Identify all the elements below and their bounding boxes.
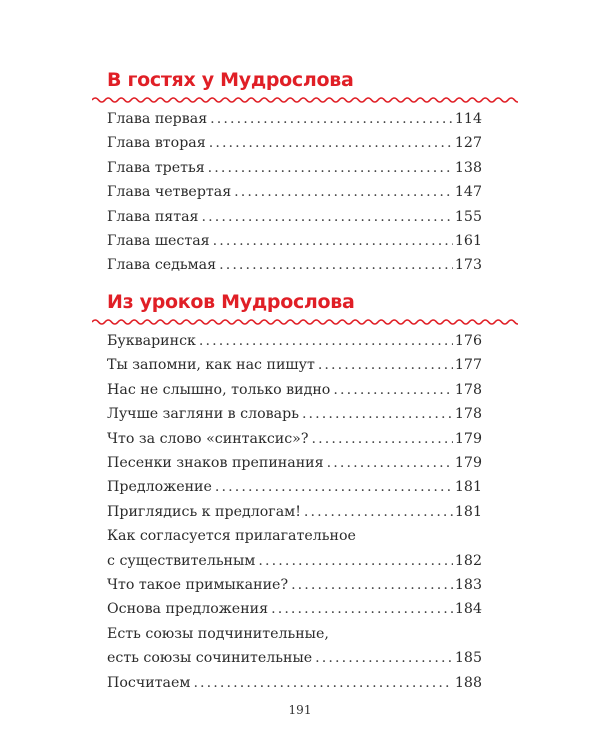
- toc-entry[interactable]: [107, 229, 482, 253]
- toc-entry-page: 176: [454, 333, 482, 349]
- toc-entry-title: Глава четвертая: [107, 184, 232, 201]
- toc-entry-title: Глава первая: [107, 111, 208, 127]
- toc-entry-page: 179: [454, 455, 482, 472]
- toc-entry[interactable]: [107, 646, 482, 670]
- wavy-divider: [92, 95, 518, 105]
- toc-entry-page: 178: [454, 381, 482, 398]
- dot-leader: [327, 451, 453, 475]
- toc-entry[interactable]: [107, 131, 482, 155]
- toc-entry-title: Посчитаем: [107, 674, 191, 691]
- toc-entry[interactable]: [107, 573, 482, 597]
- toc-entry-title: есть союзы сочинительные: [107, 650, 313, 667]
- toc-entry-page: 177: [454, 357, 482, 374]
- dot-leader: [234, 180, 453, 204]
- toc-entry-title: Лучше загляни в словарь: [107, 406, 299, 423]
- dot-leader: [258, 549, 453, 573]
- toc-list: [107, 107, 482, 278]
- toc-entry-page: 185: [454, 650, 482, 667]
- toc-entry-page: 184: [454, 601, 482, 618]
- toc-entry-page: 181: [454, 479, 482, 496]
- toc-entry-title: Что за слово «синтаксис»?: [107, 430, 309, 447]
- toc-entry-page: 178: [454, 406, 482, 423]
- toc-section-v-gostyah: [92, 66, 522, 278]
- toc-entry[interactable]: [107, 549, 482, 573]
- toc-entry[interactable]: [107, 451, 482, 475]
- toc-entry-title: с существительным: [107, 552, 256, 569]
- dot-leader: [304, 500, 453, 524]
- dot-leader: [311, 427, 452, 451]
- dot-leader: [291, 573, 453, 597]
- toc-entry-title: Глава третья: [107, 159, 205, 176]
- toc-entry[interactable]: [107, 402, 482, 426]
- toc-entry-page: 147: [454, 184, 482, 201]
- toc-entry[interactable]: [107, 500, 482, 524]
- dot-leader: [315, 646, 453, 670]
- toc-entry-title: Букваринск: [107, 333, 196, 349]
- toc-entry-title: Основа предложения: [107, 601, 269, 618]
- toc-entry-title: Глава шестая: [107, 233, 210, 250]
- toc-entry[interactable]: [107, 329, 482, 353]
- toc-entry-title: Предложение: [107, 479, 212, 496]
- toc-entry-page: 127: [454, 135, 482, 152]
- toc-entry-title: Глава седьмая: [107, 257, 217, 274]
- toc-entry-title: Глава вторая: [107, 135, 206, 152]
- section-heading: Из уроков Мудрослова: [107, 291, 355, 313]
- toc-entry-page: 155: [454, 208, 482, 225]
- toc-entry-title: Нас не слышно, только видно: [107, 381, 331, 398]
- toc-entry[interactable]: [107, 353, 482, 377]
- toc-entry[interactable]: [107, 253, 482, 277]
- toc-entry-page: 173: [454, 257, 482, 274]
- toc-entry-page: 179: [454, 430, 482, 447]
- dot-leader: [202, 205, 453, 229]
- toc-entry-page: 181: [454, 503, 482, 520]
- toc-entry-page: 138: [454, 159, 482, 176]
- toc-entry-title: Приглядись к предлогам!: [107, 503, 301, 520]
- toc-entry[interactable]: [107, 378, 482, 402]
- toc-entry-page: 183: [454, 577, 482, 594]
- wavy-divider: [92, 317, 518, 327]
- toc-entry-title: Песенки знаков препинания: [107, 455, 324, 472]
- toc-entry[interactable]: [107, 597, 482, 621]
- toc-entry[interactable]: [107, 107, 482, 131]
- dot-leader: [318, 353, 453, 377]
- dot-leader: [199, 329, 453, 353]
- dot-leader: [213, 229, 453, 253]
- toc-entry-title: Глава пятая: [107, 208, 199, 225]
- dot-leader: [219, 253, 453, 277]
- toc-entry[interactable]: [107, 427, 482, 451]
- toc-list: [107, 329, 482, 695]
- toc-entry[interactable]: [107, 205, 482, 229]
- toc-entry-title-line1: Как согласуется прилагательное: [107, 528, 356, 545]
- dot-leader: [210, 107, 453, 131]
- toc-section-iz-urokov: [92, 288, 522, 695]
- dot-leader: [208, 156, 453, 180]
- toc-entry-page: 182: [454, 552, 482, 569]
- page-number: 191: [288, 703, 312, 717]
- dot-leader: [193, 671, 452, 695]
- toc-entry-page: 188: [454, 674, 482, 691]
- toc-entry-page: 161: [454, 233, 482, 250]
- toc-entry[interactable]: [107, 475, 482, 499]
- toc-entry[interactable]: [107, 671, 482, 695]
- dot-leader: [215, 475, 453, 499]
- toc-entry-title-line1: Есть союзы подчинительные,: [107, 625, 329, 642]
- dot-leader: [333, 378, 453, 402]
- toc-entry[interactable]: [107, 180, 482, 204]
- toc-entry-title: Ты запомни, как нас пишут: [107, 357, 315, 374]
- section-heading: В гостях у Мудрослова: [107, 69, 354, 91]
- dot-leader: [209, 131, 453, 155]
- toc-entry-page: 114: [454, 111, 482, 127]
- toc-entry-title: Что такое примыкание?: [107, 577, 289, 594]
- dot-leader: [271, 597, 453, 621]
- toc-entry[interactable]: [107, 156, 482, 180]
- dot-leader: [302, 402, 453, 426]
